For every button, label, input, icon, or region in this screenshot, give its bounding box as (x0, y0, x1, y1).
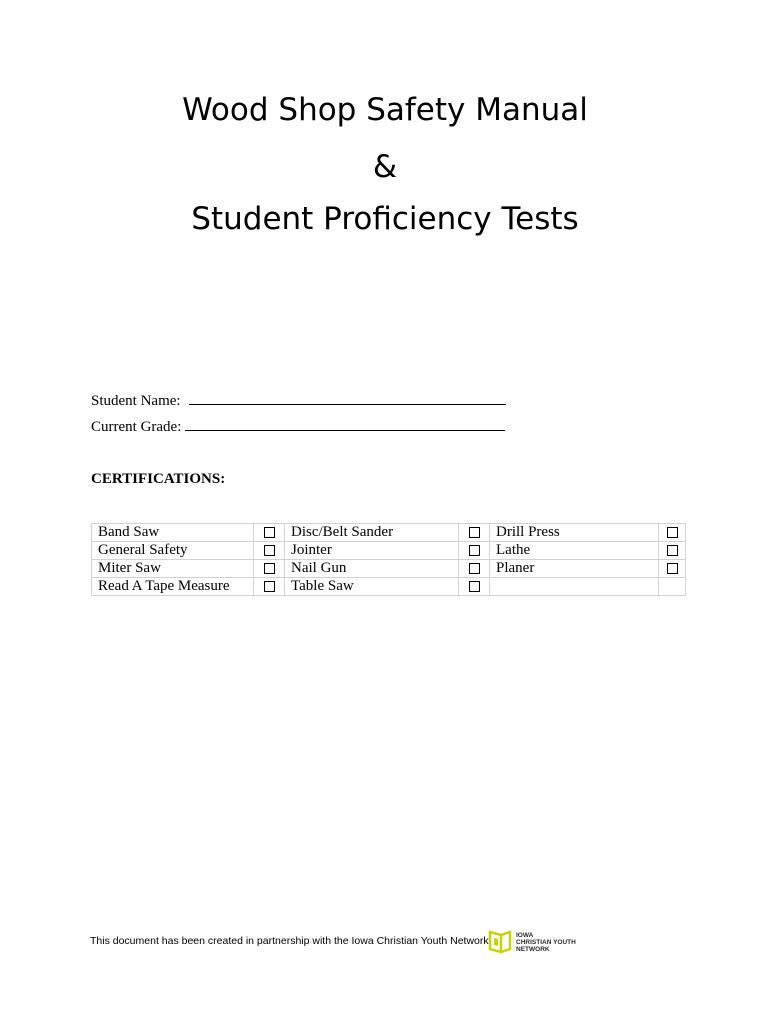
cert-checkbox[interactable] (459, 560, 490, 578)
cert-name-empty (490, 578, 659, 596)
table-row (92, 578, 686, 596)
cert-name: Lathe (490, 542, 659, 560)
cert-name: General Safety (92, 542, 254, 560)
checkbox-icon[interactable] (264, 527, 275, 538)
logo-line-3: NETWORK (516, 946, 550, 953)
logo-mark-icon (487, 929, 513, 955)
cert-checkbox[interactable] (659, 542, 686, 560)
table-row (92, 560, 686, 578)
logo-line-2: CHRISTIAN YOUTH (516, 939, 576, 946)
checkbox-icon[interactable] (264, 581, 275, 592)
cert-name: Miter Saw (92, 560, 254, 578)
cert-name: Read A Tape Measure (92, 578, 254, 596)
cert-checkbox[interactable] (254, 578, 285, 596)
cert-checkbox[interactable] (659, 524, 686, 542)
student-name-blank[interactable] (189, 391, 506, 405)
certifications-table (91, 523, 686, 596)
checkbox-icon[interactable] (667, 527, 678, 538)
current-grade-label: Current Grade: (91, 419, 182, 435)
checkbox-icon[interactable] (469, 563, 480, 574)
cert-name: Nail Gun (285, 560, 459, 578)
cert-name: Planer (490, 560, 659, 578)
footer-credit: This document has been created in partnership with the Iowa Christian Youth Network (90, 935, 489, 947)
cert-name: Jointer (285, 542, 459, 560)
checkbox-icon[interactable] (469, 581, 480, 592)
iowa-christian-youth-network-logo (487, 929, 582, 955)
cert-checkbox[interactable] (459, 542, 490, 560)
cert-checkbox-empty (659, 578, 686, 596)
cert-checkbox[interactable] (459, 524, 490, 542)
checkbox-icon[interactable] (264, 563, 275, 574)
cert-checkbox[interactable] (254, 560, 285, 578)
cert-checkbox[interactable] (459, 578, 490, 596)
certifications-heading: CERTIFICATIONS: (91, 471, 226, 487)
current-grade-field (91, 417, 505, 436)
checkbox-icon[interactable] (264, 545, 275, 556)
cert-name: Table Saw (285, 578, 459, 596)
table-row (92, 524, 686, 542)
current-grade-blank[interactable] (185, 417, 505, 431)
cert-name: Drill Press (490, 524, 659, 542)
document-subtitle: Student Proficiency Tests (191, 201, 579, 237)
logo-line-1: IOWA (516, 932, 534, 939)
table-row (92, 542, 686, 560)
document-title: Wood Shop Safety Manual (182, 92, 588, 128)
cert-checkbox[interactable] (254, 524, 285, 542)
checkbox-icon[interactable] (469, 545, 480, 556)
cert-checkbox[interactable] (659, 560, 686, 578)
logo-text (516, 932, 576, 953)
checkbox-icon[interactable] (469, 527, 480, 538)
title-ampersand: & (372, 149, 398, 185)
cert-checkbox[interactable] (254, 542, 285, 560)
student-name-field (91, 391, 506, 410)
checkbox-icon[interactable] (667, 545, 678, 556)
checkbox-icon[interactable] (667, 563, 678, 574)
cert-name: Band Saw (92, 524, 254, 542)
student-name-label: Student Name: (91, 393, 181, 409)
cert-name: Disc/Belt Sander (285, 524, 459, 542)
